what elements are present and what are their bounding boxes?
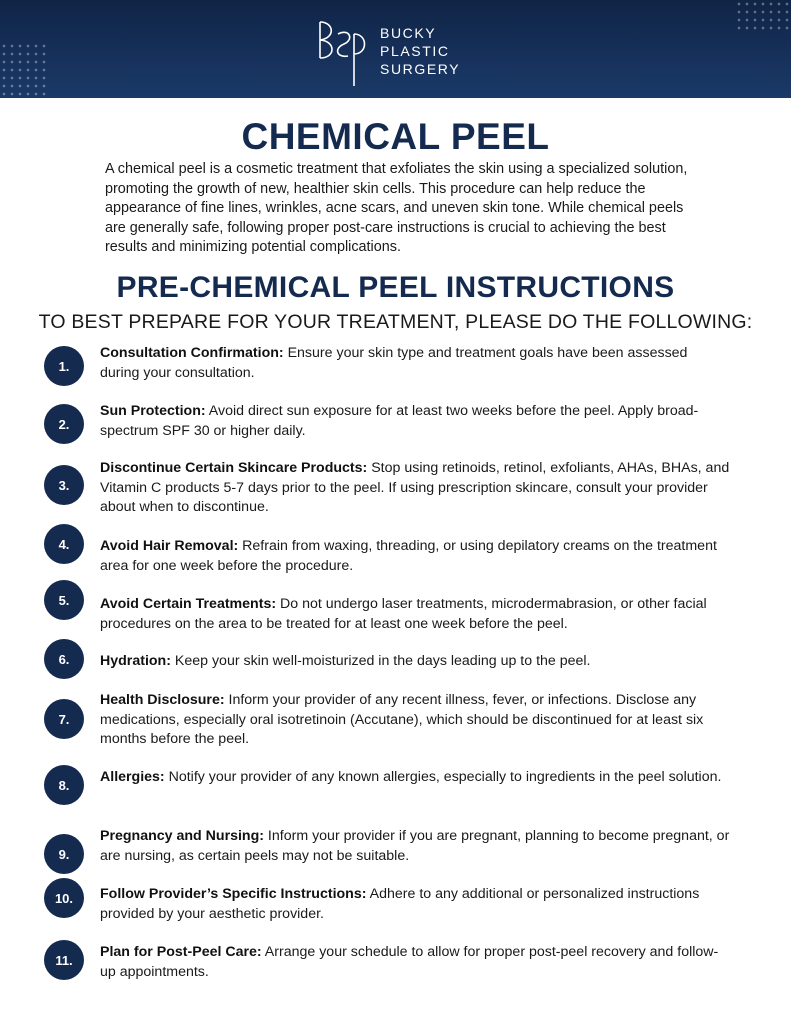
brand-logo — [314, 14, 460, 88]
instruction-body: Ensure your skin type and treatment goals have been assessed during your consultation. — [100, 345, 688, 381]
step-number-badge: 1. — [44, 346, 84, 386]
instruction-body: Notify your provider of any known allergies, especially to ingredients in the peel solution. — [164, 769, 722, 785]
instruction-text — [100, 691, 730, 750]
brand-line-2: PLASTIC — [380, 43, 450, 59]
instruction-body: Inform your provider if you are pregnant, planning to become pregnant, or are nursing, as certain peels may not be suitable. — [100, 828, 730, 864]
instruction-heading: Hydration: — [100, 653, 171, 669]
instruction-heading: Avoid Certain Treatments: — [100, 596, 277, 612]
step-number-badge: 2. — [44, 404, 84, 444]
page-title: CHEMICAL PEEL — [241, 116, 550, 157]
instruction-text — [100, 344, 730, 383]
header-banner — [0, 0, 791, 98]
instruction-heading: Consultation Confirmation: — [100, 345, 284, 361]
step-number-badge: 11. — [44, 940, 84, 980]
step-number-badge: 3. — [44, 465, 84, 505]
instruction-body: Refrain from waxing, threading, or using depilatory creams on the treatment area for one week before the procedure. — [100, 538, 717, 574]
instruction-text — [100, 595, 730, 634]
instruction-heading: Follow Provider’s Specific Instructions: — [100, 886, 367, 902]
decorative-dots-right — [735, 0, 791, 34]
brand-line-1: BUCKY — [380, 25, 437, 41]
step-number-badge: 5. — [44, 580, 84, 620]
instruction-heading: Sun Protection: — [100, 403, 206, 419]
step-number-badge: 7. — [44, 699, 84, 739]
bps-monogram-icon — [314, 14, 370, 88]
instruction-text — [100, 652, 730, 672]
decorative-dots-left — [0, 42, 48, 98]
instruction-text — [100, 459, 730, 518]
instruction-body: Do not undergo laser treatments, microdermabrasion, or other facial procedures on the area to be treated for at least one week before the peel. — [100, 596, 707, 632]
instruction-body: Avoid direct sun exposure for at least two weeks before the peel. Apply broad-spectrum SPF 30 or higher daily. — [100, 403, 699, 439]
instruction-body: Stop using retinoids, retinol, exfoliants, AHAs, BHAs, and Vitamin C products 5-7 days prior to the peel. If using prescription skincare, consult your provider about when to discontinue. — [100, 460, 730, 515]
instruction-text — [100, 885, 730, 924]
step-number-badge: 9. — [44, 834, 84, 874]
instruction-heading: Pregnancy and Nursing: — [100, 828, 264, 844]
step-number-badge: 4. — [44, 524, 84, 564]
step-number-badge: 6. — [44, 639, 84, 679]
instruction-body: Inform your provider of any recent illness, fever, or infections. Disclose any medications, especially oral isotretinoin (Accutane), which should be discontinued for at least six months before the peel. — [100, 692, 704, 747]
instruction-text — [100, 768, 730, 788]
section-title: PRE-CHEMICAL PEEL INSTRUCTIONS — [116, 271, 675, 304]
instruction-heading: Health Disclosure: — [100, 692, 225, 708]
brand-name — [380, 24, 460, 78]
instruction-body: Adhere to any additional or personalized instructions provided by your aesthetic provider. — [100, 886, 700, 922]
instruction-text — [100, 827, 730, 866]
step-number-badge: 10. — [44, 878, 84, 918]
instruction-body: Arrange your schedule to allow for proper post-peel recovery and follow-up appointments. — [100, 944, 719, 980]
instruction-text — [100, 402, 730, 441]
step-number-badge: 8. — [44, 765, 84, 805]
instruction-text — [100, 537, 730, 576]
instruction-heading: Allergies: — [100, 769, 165, 785]
instruction-heading: Avoid Hair Removal: — [100, 538, 239, 554]
intro-paragraph: A chemical peel is a cosmetic treatment that exfoliates the skin using a specialized solution, promoting the growth of new, healthier skin cells. This procedure can help reduce the appearance of fine lines, wrinkles, acne scars, and uneven skin tone. While chemical peels are generally safe, following proper post-care instructions is crucial to achieving the best results and minimizing potential complications. — [105, 161, 688, 255]
instruction-heading: Discontinue Certain Skincare Products: — [100, 460, 368, 476]
instruction-body: Keep your skin well-moisturized in the days leading up to the peel. — [170, 653, 591, 669]
instruction-heading: Plan for Post-Peel Care: — [100, 944, 262, 960]
section-subtitle: TO BEST PREPARE FOR YOUR TREATMENT, PLEASE DO THE FOLLOWING: — [38, 311, 753, 333]
brand-line-3: SURGERY — [380, 61, 461, 77]
instruction-text — [100, 943, 730, 982]
